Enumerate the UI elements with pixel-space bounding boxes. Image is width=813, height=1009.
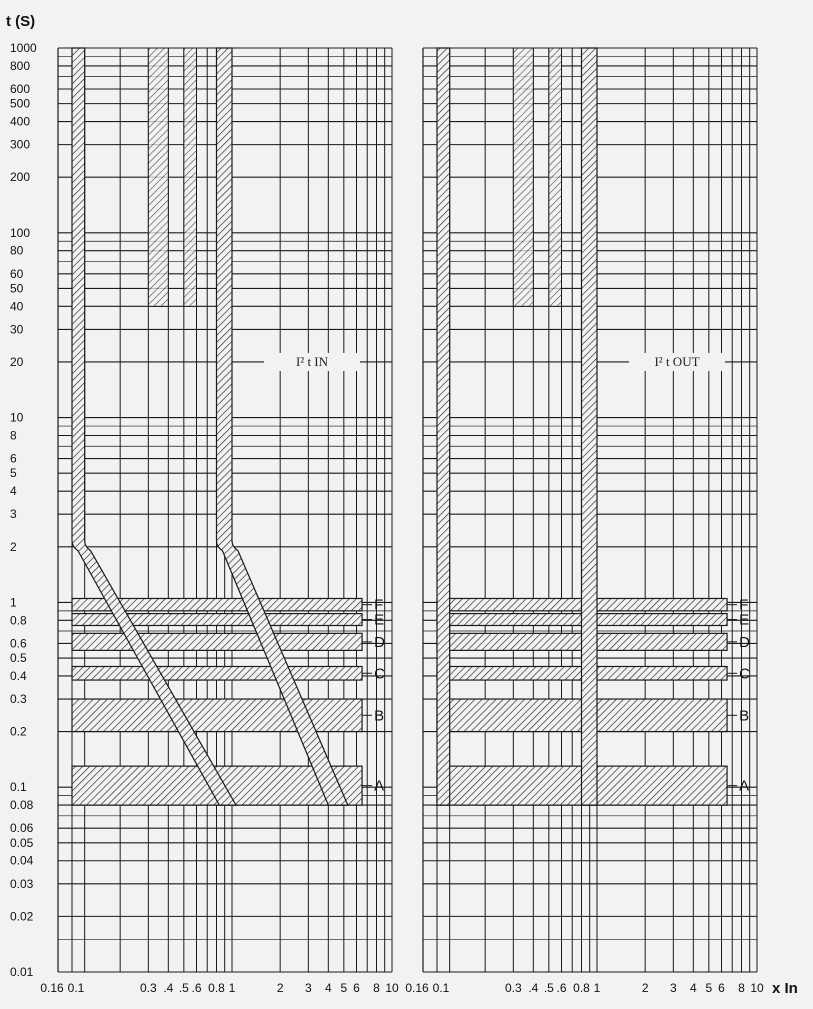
y-tick-label: 1 (10, 595, 17, 610)
x-tick-label: 8 (373, 981, 380, 995)
x-tick-label: 0.8 (573, 981, 590, 995)
y-axis-title: t (S) (6, 13, 36, 30)
y-tick-label: 2 (10, 539, 17, 554)
band-label-e: E (374, 611, 385, 629)
band-label-a: A (374, 777, 385, 795)
x-tick-label: 0.16 (405, 981, 429, 995)
y-tick-label: 600 (10, 81, 31, 96)
upper-hatched-column (148, 48, 168, 306)
long-time-band-1 (437, 48, 450, 805)
y-tick-label: 400 (10, 114, 31, 129)
y-tick-label: 80 (10, 243, 24, 258)
x-tick-label: 3 (304, 981, 312, 995)
y-tick-label: 4 (10, 484, 17, 499)
x-tick-label: 4 (689, 981, 697, 995)
short-time-band-b (72, 699, 362, 732)
band-label-b: B (739, 707, 750, 725)
x-tick-label: 0.1 (67, 981, 85, 995)
x-tick-label: .6 (556, 981, 567, 995)
y-tick-label: 100 (10, 225, 31, 240)
y-tick-label: 0.04 (10, 853, 34, 868)
long-time-band-2 (581, 48, 597, 805)
curve-annotation: I² t OUT (654, 353, 700, 369)
y-tick-label: 0.02 (10, 909, 34, 924)
y-tick-label: 0.8 (10, 613, 27, 628)
band-label-a: A (739, 777, 750, 795)
y-tick-label: 5 (10, 466, 17, 481)
y-tick-label: 800 (10, 58, 31, 73)
y-tick-label: 0.1 (10, 780, 27, 795)
y-tick-label: 0.05 (10, 835, 34, 850)
y-tick-label: 0.3 (10, 692, 27, 707)
y-tick-label: 0.5 (10, 651, 27, 666)
upper-hatched-column (184, 48, 197, 306)
band-label-b: B (374, 707, 385, 725)
x-tick-label: 5 (705, 981, 713, 995)
x-tick-label: 0.8 (208, 981, 225, 995)
y-tick-label: 10 (10, 410, 24, 425)
x-tick-label: 1 (593, 981, 601, 995)
x-tick-label: .5 (178, 981, 189, 995)
short-time-band-d (72, 633, 362, 650)
x-tick-label: 6 (718, 981, 725, 995)
band-label-e: E (739, 611, 750, 629)
x-tick-label: 5 (340, 981, 348, 995)
y-tick-label: 1000 (10, 41, 37, 55)
band-label-f: F (374, 596, 384, 614)
x-tick-label: .4 (163, 981, 174, 995)
y-tick-label: 0.6 (10, 636, 27, 651)
chart-panel-1 (40, 48, 399, 995)
x-axis-title: x In (772, 980, 798, 997)
band-label-d: D (739, 633, 750, 651)
y-tick-label: 50 (10, 281, 24, 296)
y-tick-label: 6 (10, 451, 17, 466)
x-tick-label: .4 (528, 981, 539, 995)
y-tick-label: 0.08 (10, 798, 34, 813)
y-tick-label: 500 (10, 96, 31, 111)
curve-annotation: I² t IN (295, 353, 329, 369)
x-tick-label: 6 (353, 981, 360, 995)
y-tick-label: 8 (10, 428, 17, 443)
y-tick-label: 0.03 (10, 876, 34, 891)
x-tick-label: 0.3 (504, 981, 522, 995)
x-tick-label: 8 (738, 981, 745, 995)
chart-panel-2 (405, 48, 764, 995)
y-tick-label: 20 (10, 354, 24, 369)
x-tick-label: .6 (191, 981, 202, 995)
y-tick-label: 200 (10, 170, 31, 185)
y-tick-label: 0.2 (10, 724, 27, 739)
y-tick-label: 60 (10, 266, 24, 281)
short-time-band-c (72, 666, 362, 680)
y-tick-label: 0.4 (10, 668, 27, 683)
x-tick-label: 4 (324, 981, 332, 995)
x-tick-label: 2 (641, 981, 649, 995)
x-tick-label: 10 (385, 981, 399, 995)
band-label-c: C (739, 665, 750, 683)
band-label-d: D (374, 633, 385, 651)
x-tick-label: 1 (228, 981, 236, 995)
x-tick-label: .5 (543, 981, 554, 995)
x-tick-label: 10 (750, 981, 764, 995)
x-tick-label: 0.16 (40, 981, 64, 995)
y-tick-label: 30 (10, 322, 24, 337)
upper-hatched-column (513, 48, 533, 306)
y-tick-label: 40 (10, 299, 24, 314)
x-tick-label: 3 (669, 981, 677, 995)
x-tick-label: 0.1 (432, 981, 450, 995)
upper-hatched-column (549, 48, 562, 306)
y-tick-label: 300 (10, 137, 31, 152)
x-tick-label: 0.3 (139, 981, 157, 995)
band-label-c: C (374, 665, 385, 683)
x-tick-label: 2 (276, 981, 284, 995)
y-tick-label: 3 (10, 507, 17, 522)
y-tick-label: 0.06 (10, 821, 34, 836)
y-tick-label: 0.01 (10, 965, 34, 979)
band-label-f: F (739, 596, 749, 614)
